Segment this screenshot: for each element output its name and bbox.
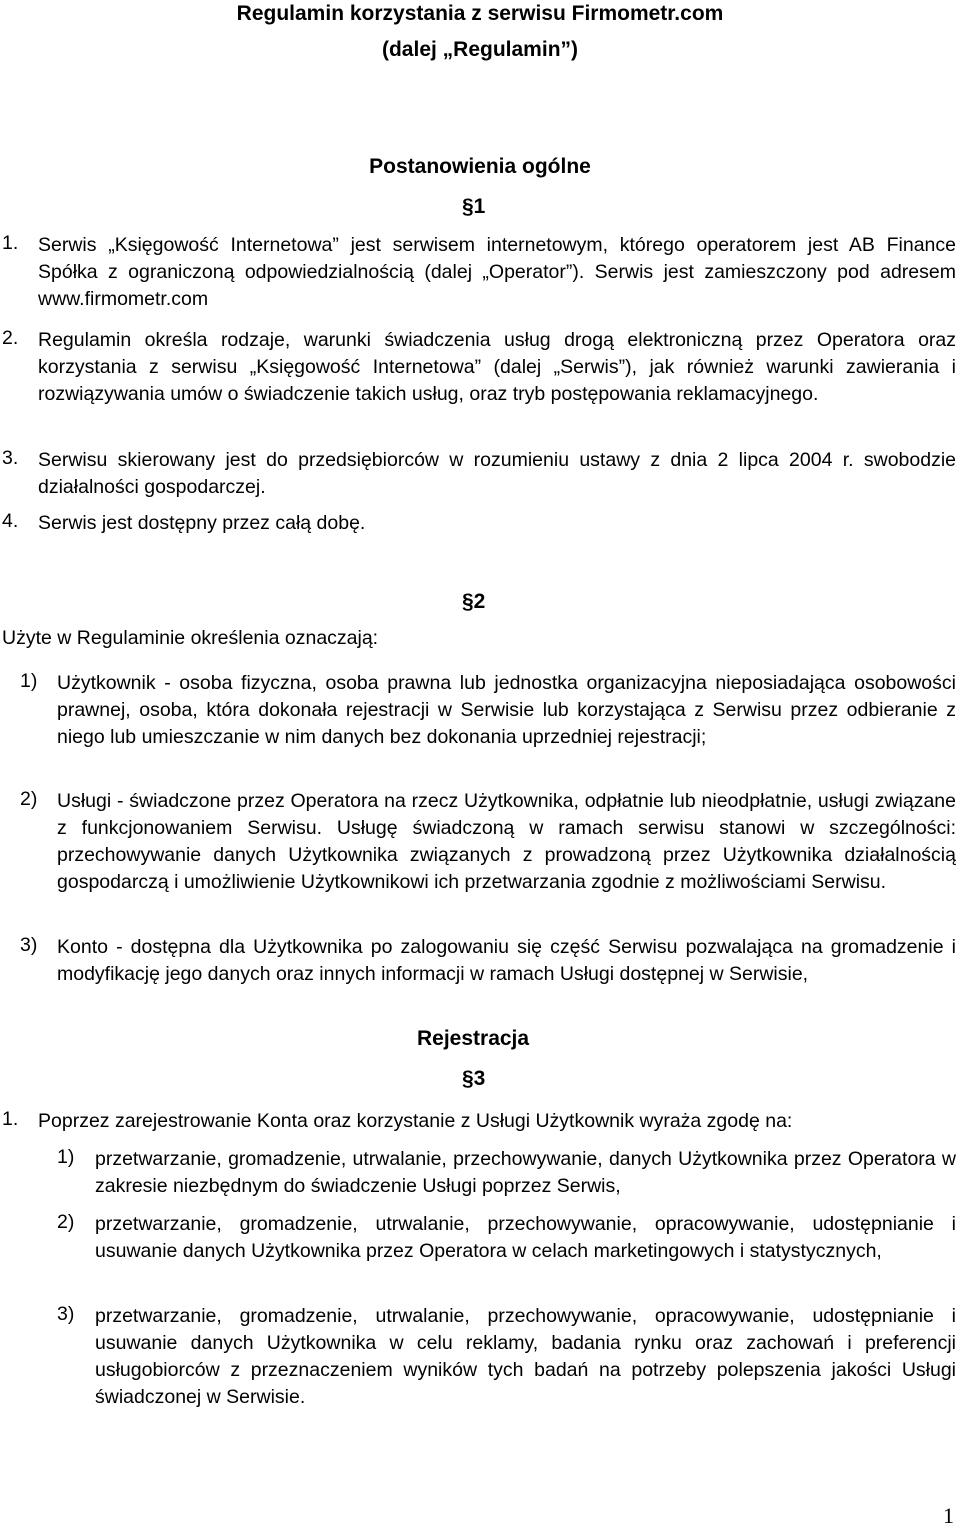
- item-number: 2.: [2, 327, 19, 349]
- definition-account: Konto - dostępna dla Użytkownika po zalogowaniu się część Serwisu pozwalająca na gromadzenie i modyfikację jego danych oraz innych informacji w ramach Usługi dostępnej w Serwisie,: [57, 936, 956, 985]
- page-number: 1: [943, 1503, 954, 1528]
- item-number: 4.: [2, 510, 19, 532]
- heading-general-provisions: Postanowienia ogólne: [369, 155, 591, 178]
- general-item-4: Serwis jest dostępny przez całą dobę.: [38, 512, 366, 534]
- section-1-marker: §1: [462, 195, 486, 218]
- general-item-2: Regulamin określa rodzaje, warunki świadczenia usług drogą elektroniczną przez Operatora oraz korzystania z serwisu „Księgowość Internetowa” (dalej „Serwis”), jak również warunki zawierania i rozwiązywania umów o świadczenie takich usług, oraz tryb postępowania reklamacyjnego.: [38, 329, 956, 405]
- consent-item-1: przetwarzanie, gromadzenie, utrwalanie, przechowywanie, danych Użytkownika przez Operatora w zakresie niezbędnym do świadczenie Usługi poprzez Serwis,: [95, 1148, 956, 1197]
- consent-item-3: przetwarzanie, gromadzenie, utrwalanie, przechowywanie, opracowywanie, udostępnianie i usuwanie danych Użytkownika w celu reklamy, badania rynku oraz zachowań i preferencji usługobiorców z przeznaczeniem wyników tych badań na potrzeby polepszenia jakości Usługi świadczonej w Serwisie.: [95, 1305, 956, 1408]
- item-number: 3.: [2, 447, 19, 469]
- definition-services: Usługi - świadczone przez Operatora na rzecz Użytkownika, odpłatnie lub nieodpłatnie, usługi związane z funkcjonowaniem Serwisu. Usługę świadczoną w ramach serwisu stanowi w szczególności: przechowywanie danych Użytkownika związanych z prowadzoną przez Użytkownika działalnością gospodarczą i umożliwienie Użytkownikowi ich przetwarzania zgodnie z możliwościami Serwisu.: [57, 790, 956, 893]
- document-subtitle: (dalej „Regulamin”): [381, 38, 579, 61]
- definition-user: Użytkownik - osoba fizyczna, osoba prawna lub jednostka organizacyjna nieposiadająca osobowości prawnej, osoba, która dokonała rejestracji w Serwisie lub korzystająca z Serwisu przez odbieranie z niego lub umieszczanie w nim danych bez dokonania uprzedniej rejestracji;: [57, 672, 956, 748]
- document-title: Regulamin korzystania z serwisu Firmometr.com: [236, 2, 724, 25]
- consent-number: 2): [57, 1211, 75, 1233]
- definition-number: 3): [20, 934, 38, 956]
- item-number: 1.: [2, 1108, 19, 1130]
- section-3-marker: §3: [462, 1067, 486, 1090]
- definition-number: 1): [20, 670, 38, 692]
- consent-item-2: przetwarzanie, gromadzenie, utrwalanie, przechowywanie, opracowywanie, udostępnianie i usuwanie danych Użytkownika przez Operatora w celach marketingowych i statystycznych,: [95, 1213, 956, 1262]
- definitions-intro: Użyte w Regulaminie określenia oznaczają:: [2, 627, 379, 649]
- item-number: 1.: [2, 232, 19, 254]
- definition-number: 2): [20, 788, 38, 810]
- consent-number: 1): [57, 1146, 75, 1168]
- general-item-3: Serwisu skierowany jest do przedsiębiorców w rozumieniu ustawy z dnia 2 lipca 2004 r. swobodzie działalności gospodarczej.: [38, 449, 956, 498]
- general-item-1: Serwis „Księgowość Internetowa” jest serwisem internetowym, którego operatorem jest AB Finance Spółka z ograniczoną odpowiedzialnością (dalej „Operator”). Serwis jest zamieszczony pod adresem www.firmometr.com: [38, 234, 956, 310]
- consent-number: 3): [57, 1303, 75, 1325]
- registration-item-1: Poprzez zarejestrowanie Konta oraz korzystanie z Usługi Użytkownik wyraża zgodę na:: [38, 1110, 793, 1132]
- section-2-marker: §2: [462, 590, 486, 613]
- heading-registration: Rejestracja: [417, 1027, 530, 1050]
